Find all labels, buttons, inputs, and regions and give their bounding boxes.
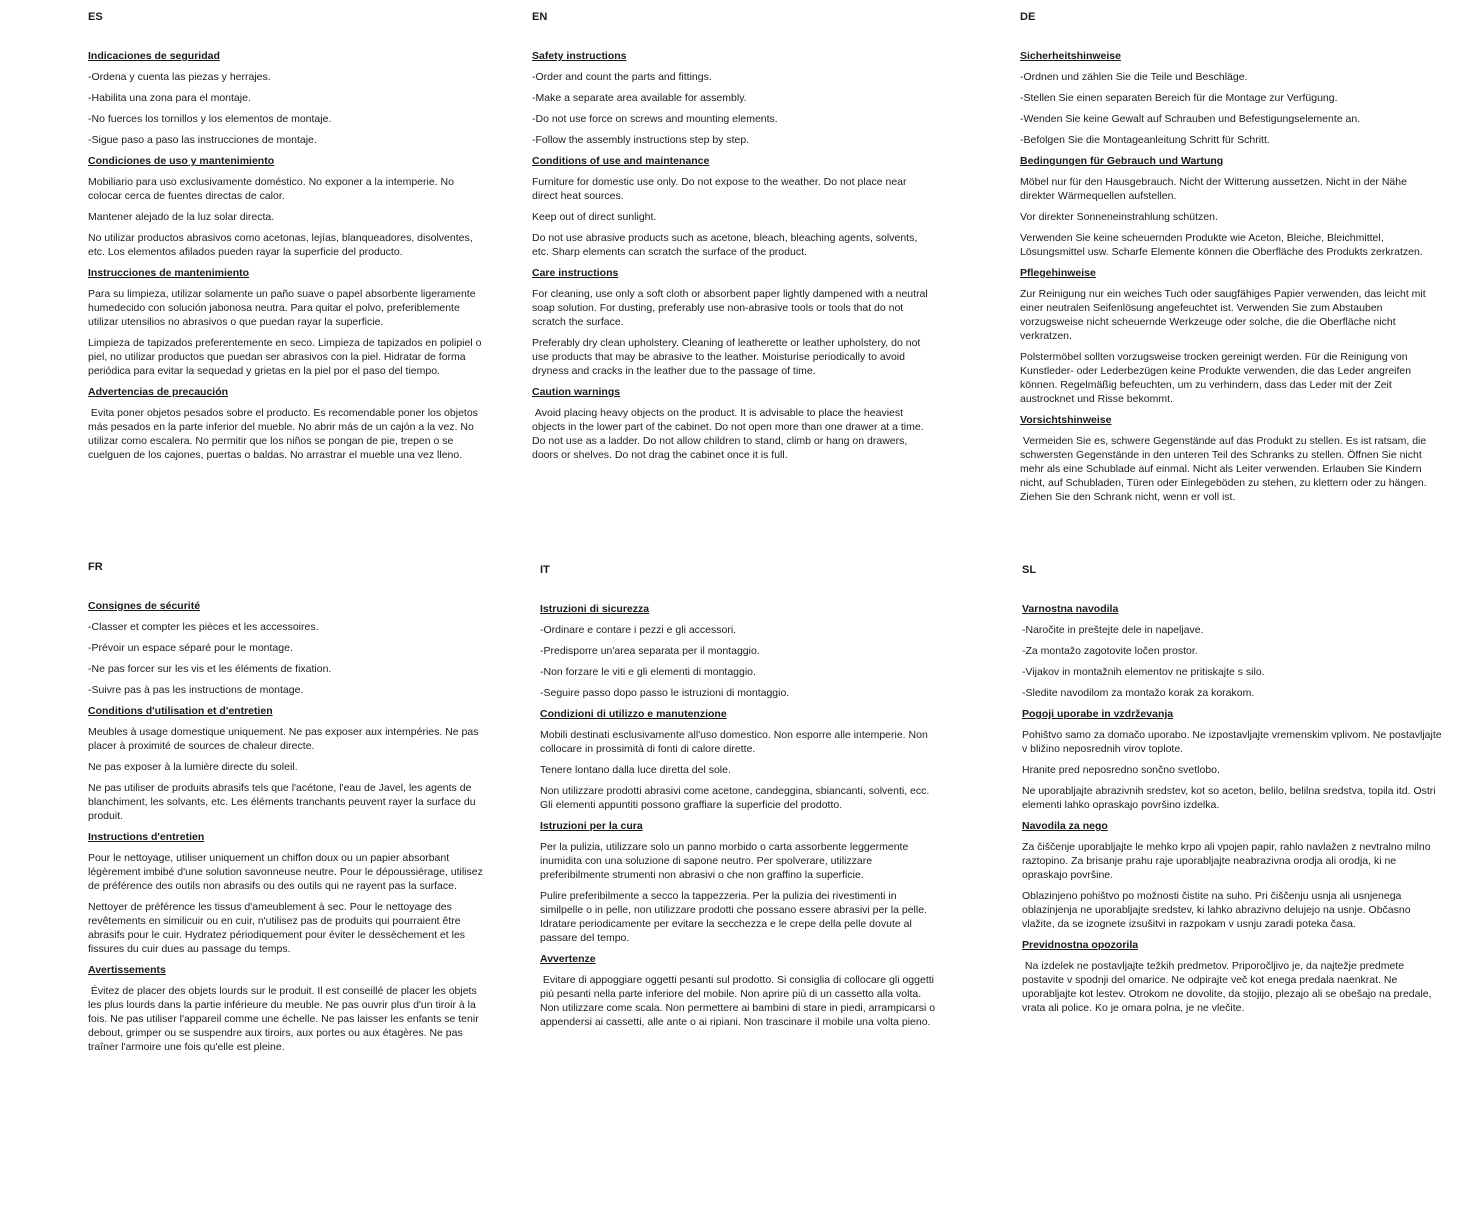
language-code-sl: SL bbox=[1022, 564, 1037, 576]
paragraph: Evita poner objetos pesados sobre el producto. Es recomendable poner los objetos más pesados en la parte inferior del mueble. No abrir más de un cajón a la vez. No utilizar como escalera. No permitir que los niños se pongan de pie, trepen o se cuelguen de los cajones, puertas o baldas. No arrastrar el mueble una vez lleno. bbox=[88, 407, 481, 461]
paragraph: Mobiliario para uso exclusivamente doméstico. No exponer a la intemperie. No colocar cerca de fuentes directas de calor. bbox=[88, 176, 457, 202]
paragraph: Per la pulizia, utilizzare solo un panno morbido o carta assorbente leggermente inumidita con una soluzione di sapone neutro. Per spolverare, utilizzare preferibilmente strumenti non abrasivi o che non graffino la superficie. bbox=[540, 841, 912, 881]
paragraph: Zur Reinigung nur ein weiches Tuch oder saugfähiges Papier verwenden, das leicht mit einer neutralen Seifenlösung angefeuchtet ist. Verwenden Sie zum Abstauben vorzugsweise nicht scheuernde Werkzeuge oder solche, die die Oberfläche nicht verkratzen. bbox=[1020, 288, 1429, 342]
paragraph: Evitare di appoggiare oggetti pesanti sul prodotto. Si consiglia di collocare gli oggetti più pesanti nella parte inferiore del mobile. Non aprire più di un cassetto alla volta. Non utilizzare come scala. Non permettere ai bambini di stare in piedi, arrampicarsi o appendersi ai cassetti, alle ante o ai ripiani. Non trascinare il mobile una volta pieno. bbox=[540, 974, 939, 1028]
paragraph: -Seguire passo dopo passo le istruzioni di montaggio. bbox=[540, 687, 790, 699]
section-heading: Indicaciones de seguridad bbox=[88, 50, 220, 62]
paragraph: -Habilita una zona para el montaje. bbox=[88, 92, 251, 104]
section-heading: Conditions of use and maintenance bbox=[532, 155, 710, 167]
section-heading: Previdnostna opozorila bbox=[1022, 939, 1139, 951]
paragraph: -Suivre pas à pas les instructions de montage. bbox=[88, 684, 304, 696]
paragraph: -Wenden Sie keine Gewalt auf Schrauben und Befestigungselemente an. bbox=[1020, 113, 1361, 125]
paragraph: Avoid placing heavy objects on the product. It is advisable to place the heaviest objects in the lower part of the cabinet. Do not open more than one drawer at a time. Do not use as a ladder. Do not allow children to stand, climb or hang on drawers, doors or shelves. Do not drag the cabinet once it is full. bbox=[532, 407, 927, 461]
section-heading: Consignes de sécurité bbox=[88, 600, 201, 612]
column-blocks-fr bbox=[88, 599, 488, 1054]
paragraph: Évitez de placer des objets lourds sur le produit. Il est conseillé de placer les objets les plus lourds dans la partie inférieure du meuble. Ne pas ouvrir plus d'un tiroir à la fois. Ne pas utiliser l'appareil comme une échelle. Ne pas laisser les enfants se tenir debout, grimper ou se suspendre aux tiroirs, aux portes ou aux étagères. Ne pas traîner l'armoire une fois qu'elle est pleine. bbox=[88, 985, 482, 1053]
column-blocks-en bbox=[532, 49, 931, 462]
paragraph: Pulire preferibilmente a secco la tappezzeria. Per la pulizia dei rivestimenti in similpelle o in pelle, non utilizzare prodotti che possano essere abrasivi per la pelle. Idratare periodicamente per evitare la secchezza e le crepe della pelle dovute al passare del tempo. bbox=[540, 890, 930, 944]
paragraph: -Ordena y cuenta las piezas y herrajes. bbox=[88, 71, 271, 83]
paragraph: Para su limpieza, utilizar solamente un paño suave o papel absorbente ligeramente humedecido con solución jabonosa neutra. Para quitar el polvo, preferiblemente utilizar utensilios no abrasivos o que puedan rayar la superficie. bbox=[88, 288, 479, 328]
section-heading: Varnostna navodila bbox=[1022, 603, 1119, 615]
paragraph: -Naročite in preštejte dele in napeljave. bbox=[1022, 624, 1204, 636]
paragraph: Mobili destinati esclusivamente all'uso domestico. Non esporre alle intemperie. Non collocare in prossimità di fonti di calore dirette. bbox=[540, 729, 931, 755]
paragraph: -Non forzare le viti e gli elementi di montaggio. bbox=[540, 666, 756, 678]
column-en bbox=[532, 10, 931, 469]
paragraph: Meubles à usage domestique uniquement. Ne pas exposer aux intempéries. Ne pas placer à proximité de sources de chaleur directe. bbox=[88, 726, 482, 752]
paragraph: Limpieza de tapizados preferentemente en seco. Limpieza de tapizados en polipiel o piel, no utilizar productos que puedan ser abrasivos con la piel. Hidratar de forma periódica para evitar la sequedad y grietas en la piel por el paso del tiempo. bbox=[88, 337, 485, 377]
paragraph: Hranite pred neposredno sončno svetlobo. bbox=[1022, 764, 1220, 776]
column-fr bbox=[88, 560, 488, 1061]
language-code-it: IT bbox=[540, 564, 550, 576]
section-heading: Bedingungen für Gebrauch und Wartung bbox=[1020, 155, 1224, 167]
section-heading: Avertissements bbox=[88, 964, 166, 976]
column-blocks-de bbox=[1020, 49, 1440, 504]
paragraph: -Predisporre un'area separata per il montaggio. bbox=[540, 645, 760, 657]
section-heading: Advertencias de precaución bbox=[88, 386, 229, 398]
paragraph: Non utilizzare prodotti abrasivi come acetone, candeggina, sbiancanti, solventi, ecc. Gli elementi appuntiti possono graffiare la superficie del prodotto. bbox=[540, 785, 933, 811]
language-code-en: EN bbox=[532, 11, 548, 23]
paragraph: Do not use abrasive products such as acetone, bleach, bleaching agents, solvents, etc. Sharp elements can scratch the surface of the product. bbox=[532, 232, 921, 258]
section-heading: Avvertenze bbox=[540, 953, 596, 965]
paragraph: -Follow the assembly instructions step by step. bbox=[532, 134, 750, 146]
paragraph: Ne pas exposer à la lumière directe du soleil. bbox=[88, 761, 298, 773]
column-sl bbox=[1022, 563, 1445, 1022]
paragraph: Pohištvo samo za domačo uporabo. Ne izpostavljajte vremenskim vplivom. Ne postavljajte v bližino neposrednih virov toplote. bbox=[1022, 729, 1445, 755]
column-blocks-sl bbox=[1022, 602, 1445, 1015]
paragraph: Mantener alejado de la luz solar directa. bbox=[88, 211, 275, 223]
language-code-es: ES bbox=[88, 11, 103, 23]
section-heading: Condiciones de uso y mantenimiento bbox=[88, 155, 275, 167]
paragraph: For cleaning, use only a soft cloth or absorbent paper lightly dampened with a neutral soap solution. For dusting, preferably use non-abrasive tools or tools that do not scratch the surface. bbox=[532, 288, 931, 328]
section-heading: Conditions d'utilisation et d'entretien bbox=[88, 705, 273, 717]
section-heading: Condizioni di utilizzo e manutenzione bbox=[540, 708, 727, 720]
section-heading: Caution warnings bbox=[532, 386, 621, 398]
section-heading: Sicherheitshinweise bbox=[1020, 50, 1121, 62]
paragraph: -Za montažo zagotovite ločen prostor. bbox=[1022, 645, 1198, 657]
paragraph: Preferably dry clean upholstery. Cleaning of leatherette or leather upholstery, do not use products that may be abrasive to the leather. Moisturise periodically to avoid dryness and cracks in the leather due to the passage of time. bbox=[532, 337, 924, 377]
paragraph: -Sledite navodilom za montažo korak za korakom. bbox=[1022, 687, 1255, 699]
language-code-de: DE bbox=[1020, 11, 1036, 23]
paragraph: Nettoyer de préférence les tissus d'ameublement à sec. Pour le nettoyage des revêtements en similicuir ou en cuir, n'utilisez pas de produits qui pourraient être abrasifs pour le cuir. Hydratez périodiquement pour éviter le dessèchement et les fissures du cuir dues au passage du temps. bbox=[88, 901, 468, 955]
paragraph: Ne pas utiliser de produits abrasifs tels que l'acétone, l'eau de Javel, les agents de blanchiment, les solvants, etc. Les éléments tranchants peuvent rayer la surface du produit. bbox=[88, 782, 479, 822]
section-heading: Pflegehinweise bbox=[1020, 267, 1096, 279]
section-heading: Instrucciones de mantenimiento bbox=[88, 267, 250, 279]
column-de bbox=[1020, 10, 1440, 511]
section-heading: Istruzioni di sicurezza bbox=[540, 603, 650, 615]
paragraph: -No fuerces los tornillos y los elementos de montaje. bbox=[88, 113, 332, 125]
paragraph: Furniture for domestic use only. Do not expose to the weather. Do not place near direct heat sources. bbox=[532, 176, 910, 202]
language-code-fr: FR bbox=[88, 561, 103, 573]
paragraph: Na izdelek ne postavljajte težkih predmetov. Priporočljivo je, da najtežje predmete postavite v spodnji del omarice. Ne odpirajte več kot enega predala naenkrat. Ne uporabljajte kot lestev. Otrokom ne dovolite, da stojijo, plezajo ali se obešajo na predale, vrata ali police. Ko je omara polna, je ne vlečite. bbox=[1022, 960, 1435, 1014]
paragraph: Polstermöbel sollten vorzugsweise trocken gereinigt werden. Für die Reinigung von Kunstleder- oder Lederbezügen keine Produkte verwenden, die das Leder angreifen können. Regelmäßig befeuchten, um zu verhindern, dass das Leder mit der Zeit austrocknet und Risse bekommt. bbox=[1020, 351, 1415, 405]
paragraph: -Ne pas forcer sur les vis et les éléments de fixation. bbox=[88, 663, 332, 675]
section-heading: Pogoji uporabe in vzdrževanja bbox=[1022, 708, 1174, 720]
section-heading: Navodila za nego bbox=[1022, 820, 1108, 832]
paragraph: -Ordinare e contare i pezzi e gli accessori. bbox=[540, 624, 737, 636]
paragraph: -Befolgen Sie die Montageanleitung Schritt für Schritt. bbox=[1020, 134, 1270, 146]
section-heading: Istruzioni per la cura bbox=[540, 820, 643, 832]
paragraph: -Prévoir un espace séparé pour le montage. bbox=[88, 642, 293, 654]
column-blocks-es bbox=[88, 49, 488, 462]
paragraph: -Vijakov in montažnih elementov ne pritiskajte s silo. bbox=[1022, 666, 1265, 678]
paragraph: -Order and count the parts and fittings. bbox=[532, 71, 712, 83]
paragraph: No utilizar productos abrasivos como acetonas, lejías, blanqueadores, disolventes, etc. Los elementos afilados pueden rayar la superficie del producto. bbox=[88, 232, 476, 258]
column-es bbox=[88, 10, 488, 469]
section-heading: Safety instructions bbox=[532, 50, 627, 62]
paragraph: Tenere lontano dalla luce diretta del sole. bbox=[540, 764, 731, 776]
paragraph: Möbel nur für den Hausgebrauch. Nicht der Witterung aussetzen. Nicht in der Nähe direkter Wärmequellen aufstellen. bbox=[1020, 176, 1410, 202]
column-blocks-it bbox=[540, 602, 939, 1029]
paragraph: -Classer et compter les pièces et les accessoires. bbox=[88, 621, 319, 633]
paragraph: Keep out of direct sunlight. bbox=[532, 211, 657, 223]
paragraph: Verwenden Sie keine scheuernden Produkte wie Aceton, Bleiche, Bleichmittel, Lösungsmittel usw. Scharfe Elemente können die Oberfläche des Produkts zerkratzen. bbox=[1020, 232, 1423, 258]
paragraph: -Make a separate area available for assembly. bbox=[532, 92, 747, 104]
paragraph: Vor direkter Sonneneinstrahlung schützen. bbox=[1020, 211, 1218, 223]
section-heading: Instructions d'entretien bbox=[88, 831, 205, 843]
paragraph: Oblazinjeno pohištvo po možnosti čistite na suho. Pri čiščenju usnja ali usnjenega oblazinjenja ne uporabljajte sredstev, ki lahko abrazivno delujejo na usnje. Občasno vlažite, da se izognete izsušitvi in razpokam v usnju zaradi poteka časa. bbox=[1022, 890, 1414, 930]
paragraph: Pour le nettoyage, utiliser uniquement un chiffon doux ou un papier absorbant légèrement imbibé d'une solution savonneuse neutre. Pour le dépoussiérage, utilisez de préférence des outils non abrasifs ou des outils qui ne rayent pas la surface. bbox=[88, 852, 486, 892]
section-heading: Care instructions bbox=[532, 267, 619, 279]
paragraph: -Ordnen und zählen Sie die Teile und Beschläge. bbox=[1020, 71, 1248, 83]
paragraph: Ne uporabljajte abrazivnih sredstev, kot so aceton, belilo, belilna sredstva, topila itd. Ostri elementi lahko opraskajo površino izdelka. bbox=[1022, 785, 1439, 811]
paragraph: -Stellen Sie einen separaten Bereich für die Montage zur Verfügung. bbox=[1020, 92, 1338, 104]
paragraph: -Sigue paso a paso las instrucciones de montaje. bbox=[88, 134, 317, 146]
column-it bbox=[540, 563, 939, 1036]
paragraph: Za čiščenje uporabljajte le mehko krpo ali vpojen papir, rahlo navlažen z nevtralno milno raztopino. Za brisanje prahu raje uporabljajte neabrazivna orodja ali orodja, ki ne opraskajo površine. bbox=[1022, 841, 1434, 881]
section-heading: Vorsichtshinweise bbox=[1020, 414, 1112, 426]
paragraph: -Do not use force on screws and mounting elements. bbox=[532, 113, 778, 125]
paragraph: Vermeiden Sie es, schwere Gegenstände auf das Produkt zu stellen. Es ist ratsam, die schwersten Gegenstände in den unteren Teil des Schranks zu stellen. Öffnen Sie nicht mehr als eine Schublade auf einmal. Nicht als Leiter verwenden. Erlauben Sie Kindern nicht, auf Schubladen, Türen oder Einlegeböden zu stehen, zu klettern oder zu hängen. Ziehen Sie den Schrank nicht, wenn er voll ist. bbox=[1020, 435, 1430, 503]
